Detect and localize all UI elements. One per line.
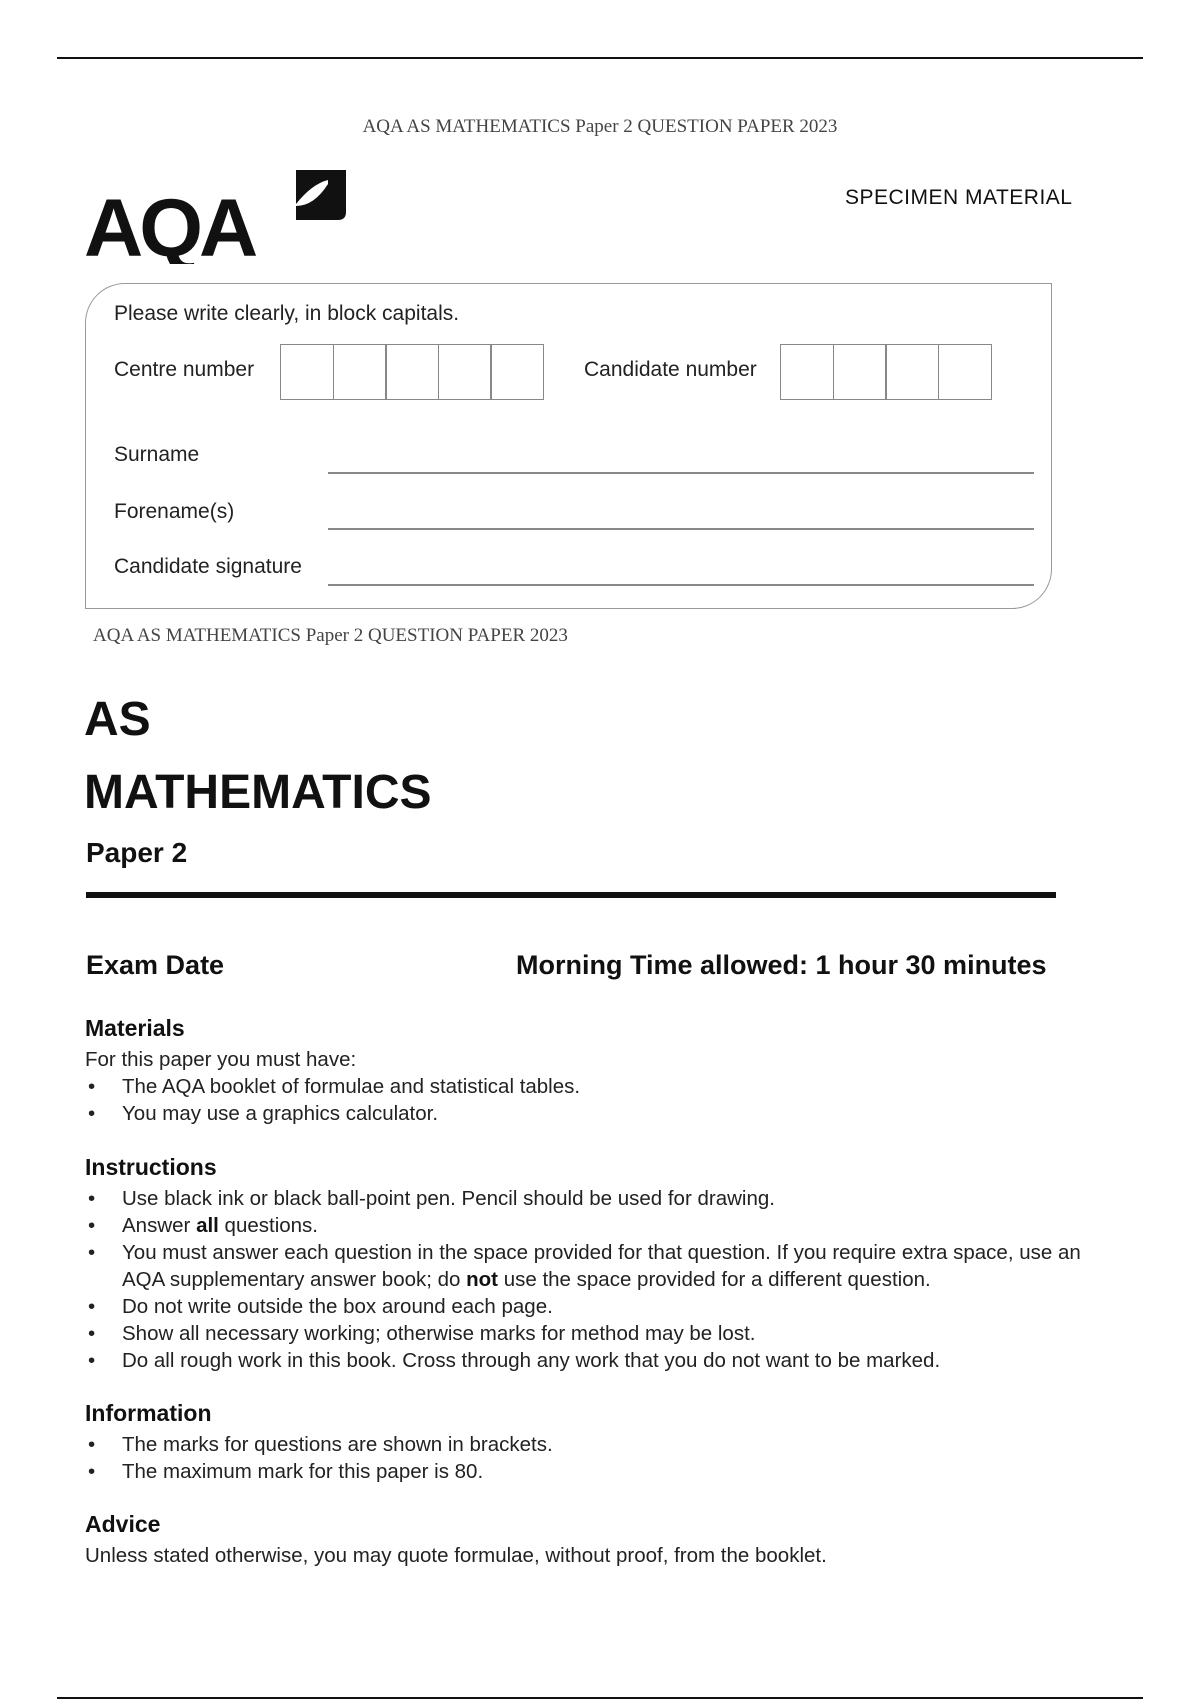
title-divider: [86, 892, 1056, 898]
surname-label: Surname: [114, 443, 200, 466]
centre-number-label: Centre number: [114, 358, 255, 381]
advice-section: [85, 1511, 1125, 1569]
bullet-icon: •: [88, 1241, 96, 1264]
subject-level: AS: [84, 693, 151, 746]
candidate-number-cell[interactable]: [833, 344, 887, 400]
repeated-title: AQA AS MATHEMATICS Paper 2 QUESTION PAPER 2023: [93, 625, 568, 646]
instruction-text: questions.: [218, 1214, 319, 1237]
list-item: [85, 1293, 1125, 1320]
instructions-heading: Instructions: [85, 1154, 217, 1180]
header-title: AQA AS MATHEMATICS Paper 2 QUESTION PAPER 2023: [362, 116, 838, 137]
instruction-text: Do not write outside the box around each page.: [122, 1295, 553, 1318]
list-item: [85, 1320, 1125, 1347]
materials-item-text: The AQA booklet of formulae and statistical tables.: [122, 1075, 581, 1098]
bullet-icon: •: [88, 1187, 96, 1210]
bullet-icon: •: [88, 1214, 96, 1237]
forenames-field[interactable]: [328, 528, 1034, 530]
instruction-text: Answer: [122, 1214, 197, 1237]
candidate-number-cell[interactable]: [885, 344, 939, 400]
materials-heading: Materials: [85, 1015, 185, 1041]
materials-item-text: You may use a graphics calculator.: [122, 1102, 439, 1125]
instruction-emphasis: all: [196, 1214, 219, 1237]
signature-label: Candidate signature: [114, 555, 302, 578]
instruction-text: You must answer each question in the space provided for that question. If you require extra space, use an AQA supplementary answer book; do: [122, 1241, 1081, 1291]
candidate-number-cell[interactable]: [780, 344, 834, 400]
candidate-number-cell[interactable]: [938, 344, 992, 400]
signature-field[interactable]: [328, 584, 1034, 586]
specimen-label: SPECIMEN MATERIAL: [845, 186, 1073, 209]
bullet-icon: •: [88, 1460, 96, 1483]
instruction-emphasis: not: [466, 1268, 499, 1291]
bottom-rule: [57, 1697, 1143, 1699]
instruction-text: Show all necessary working; otherwise marks for method may be lost.: [122, 1322, 756, 1345]
list-item: [85, 1431, 1125, 1458]
candidate-number-field[interactable]: [780, 344, 992, 400]
exam-date: Exam Date: [86, 950, 225, 980]
centre-number-field[interactable]: [280, 344, 544, 400]
list-item: [85, 1458, 1125, 1485]
instruction-text: use the space provided for a different question.: [498, 1268, 931, 1291]
bullet-icon: •: [88, 1075, 96, 1098]
list-item: [85, 1185, 1125, 1212]
paper-number: Paper 2: [86, 837, 188, 868]
bullet-icon: •: [88, 1102, 96, 1125]
aqa-logo-wordmark: AQA: [84, 183, 255, 264]
top-rule: [57, 57, 1143, 59]
centre-number-cell[interactable]: [438, 344, 492, 400]
bullet-icon: •: [88, 1322, 96, 1345]
instruction-text: Use black ink or black ball-point pen. Pencil should be used for drawing.: [122, 1187, 775, 1210]
bullet-icon: •: [88, 1295, 96, 1318]
centre-number-cell[interactable]: [333, 344, 387, 400]
centre-number-cell[interactable]: [280, 344, 334, 400]
list-item: [85, 1073, 1125, 1100]
information-section: [85, 1400, 1125, 1485]
aqa-logo: [84, 168, 349, 269]
materials-section: [85, 1015, 1125, 1127]
bullet-icon: •: [88, 1433, 96, 1456]
materials-intro: For this paper you must have:: [85, 1048, 357, 1071]
surname-field[interactable]: [328, 472, 1034, 474]
information-text: The marks for questions are shown in brackets.: [122, 1433, 553, 1456]
forenames-label: Forename(s): [114, 500, 235, 523]
block-capitals-prompt: Please write clearly, in block capitals.: [114, 302, 460, 325]
time-allowed: Morning Time allowed: 1 hour 30 minutes: [516, 950, 1047, 980]
information-heading: Information: [85, 1400, 212, 1426]
information-text: The maximum mark for this paper is 80.: [122, 1460, 484, 1483]
advice-text: Unless stated otherwise, you may quote formulae, without proof, from the booklet.: [85, 1544, 827, 1567]
centre-number-cell[interactable]: [385, 344, 439, 400]
instruction-text: Do all rough work in this book. Cross through any work that you do not want to be marked.: [122, 1349, 941, 1372]
bullet-icon: •: [88, 1349, 96, 1372]
advice-heading: Advice: [85, 1511, 161, 1537]
subject-name: MATHEMATICS: [84, 766, 432, 819]
centre-number-cell[interactable]: [490, 344, 544, 400]
list-item: [85, 1347, 1125, 1374]
candidate-number-label: Candidate number: [584, 358, 757, 381]
instructions-section: [85, 1154, 1125, 1374]
list-item: [85, 1239, 1125, 1293]
list-item: [85, 1212, 1125, 1239]
list-item: [85, 1100, 1125, 1127]
